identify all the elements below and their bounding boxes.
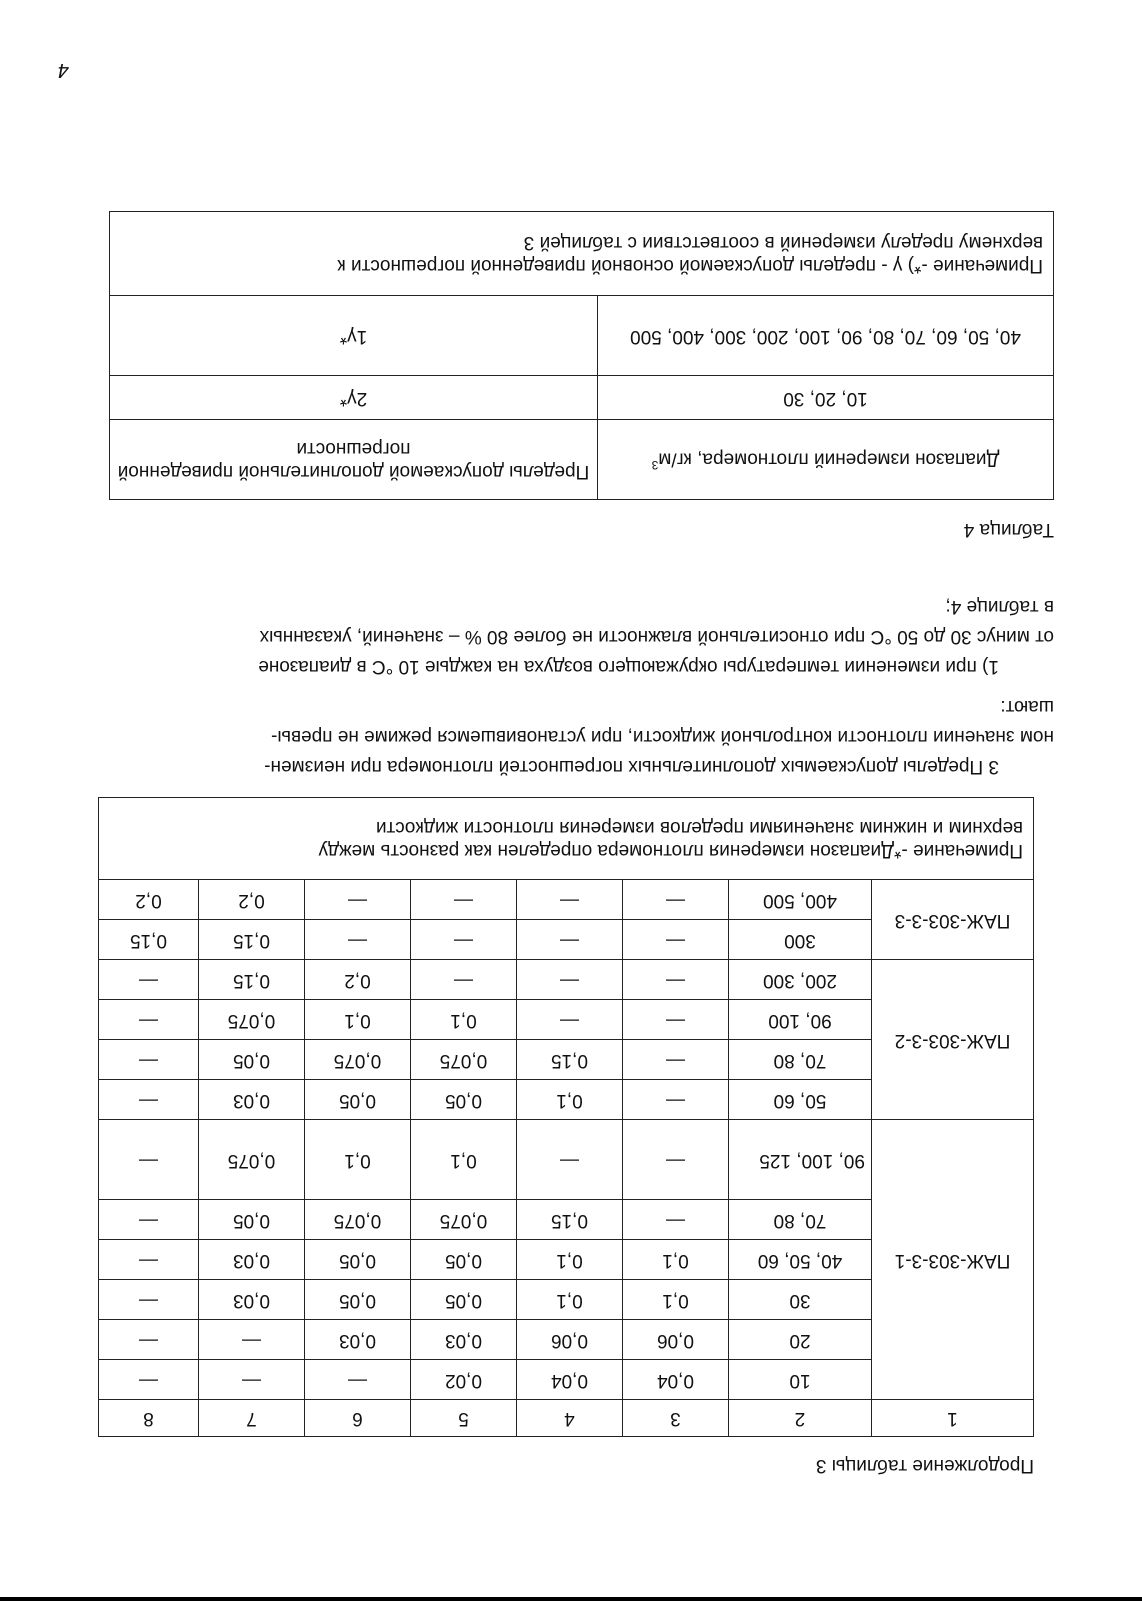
value-cell: —: [99, 1080, 199, 1120]
column-number: 5: [411, 1400, 517, 1437]
value-cell: 0,1: [517, 1240, 623, 1280]
value-cell: 0,075: [305, 1040, 411, 1080]
group-name-cell: ПАЖ-303-3-3: [872, 880, 1034, 960]
page-number: 4: [57, 59, 69, 81]
page-bottom-border: [0, 1597, 1142, 1601]
value-cell: 0,2: [99, 880, 199, 920]
value-cell: 0,15: [199, 920, 305, 960]
table4-note-line: Примечание -*) γ - пределы допускаемой основной приведенной погрешности к: [337, 255, 1043, 277]
value-cell: —: [199, 1360, 305, 1400]
value-cell: 0,05: [305, 1240, 411, 1280]
group-name-cell: ПАЖ-303-3-1: [872, 1120, 1034, 1400]
value-cell: —: [623, 1000, 729, 1040]
value-cell: 0,15: [517, 1040, 623, 1080]
value-cell: 0,03: [199, 1240, 305, 1280]
column-number: 8: [99, 1400, 199, 1437]
column-number: 6: [305, 1400, 411, 1437]
value-cell: 0,05: [305, 1080, 411, 1120]
limit-cell: 2γ*: [110, 376, 598, 420]
value-cell: —: [99, 1040, 199, 1080]
range-cell: 300: [729, 920, 872, 960]
value-cell: 0,05: [411, 1280, 517, 1320]
table3-note: [99, 798, 1034, 880]
value-cell: —: [99, 1360, 199, 1400]
value-cell: 0,1: [305, 1000, 411, 1040]
range-cell: 200, 300: [729, 960, 872, 1000]
range-cell: 40, 50, 60: [729, 1240, 872, 1280]
value-cell: 0,1: [411, 1000, 517, 1040]
value-cell: 0,05: [199, 1040, 305, 1080]
value-cell: 0,03: [199, 1080, 305, 1120]
range-cell: 90, 100: [729, 1000, 872, 1040]
value-cell: —: [623, 960, 729, 1000]
value-cell: —: [517, 920, 623, 960]
value-cell: —: [623, 1120, 729, 1200]
table4-header-row: [110, 420, 1054, 500]
value-cell: —: [517, 1120, 623, 1200]
range-cell: 10, 20, 30: [598, 376, 1054, 420]
value-cell: 0,03: [305, 1320, 411, 1360]
value-cell: —: [305, 920, 411, 960]
list-item-line: от минус 30 до 50 °С при относительной влажности не более 80 % – значений, указанных: [259, 626, 1054, 647]
range-cell: 30: [729, 1280, 872, 1320]
value-cell: —: [517, 880, 623, 920]
range-cell: 50, 60: [729, 1080, 872, 1120]
table3-column-numbers-row: [99, 1400, 1034, 1437]
column-number: 1: [872, 1400, 1034, 1437]
group-name-cell: ПАЖ-303-3-2: [872, 960, 1034, 1120]
value-cell: 0,04: [623, 1360, 729, 1400]
paragraph-line: 3 Пределы допускаемых дополнительных погрешностей плотномера при неизмен-: [264, 756, 999, 777]
value-cell: 0,03: [199, 1280, 305, 1320]
range-cell: 10: [729, 1360, 872, 1400]
value-cell: 0,02: [411, 1360, 517, 1400]
table3-caption: Продолжение таблицы 3: [815, 1455, 1034, 1476]
table4-note: [110, 212, 1054, 296]
header-superscript: 3: [651, 458, 659, 473]
value-cell: —: [99, 1120, 199, 1200]
range-cell: 70, 80: [729, 1040, 872, 1080]
value-cell: —: [411, 880, 517, 920]
column-number: 7: [199, 1400, 305, 1437]
table-row: [110, 296, 1054, 376]
value-cell: —: [99, 1320, 199, 1360]
paragraph-line: шают:: [1000, 696, 1054, 717]
list-item-line: в таблице 4;: [945, 596, 1054, 617]
value-cell: 0,075: [411, 1200, 517, 1240]
value-cell: —: [99, 1000, 199, 1040]
value-cell: 0,05: [199, 1200, 305, 1240]
value-cell: 0,2: [199, 880, 305, 920]
value-cell: —: [99, 1280, 199, 1320]
value-cell: —: [623, 880, 729, 920]
value-cell: 0,15: [517, 1200, 623, 1240]
range-cell: 40, 50, 60, 70, 80, 90, 100, 200, 300, 400, 500: [598, 296, 1054, 376]
range-cell: 70, 80: [729, 1200, 872, 1240]
value-cell: 0,1: [411, 1120, 517, 1200]
header-text: Диапазон измерений плотномера, кг/м: [658, 448, 1000, 470]
table4: [109, 211, 1054, 500]
value-cell: 0,2: [305, 960, 411, 1000]
paragraph-line: ном значении плотности контрольной жидкости, при установившемся режиме не превы-: [270, 726, 1054, 747]
table-row: [110, 376, 1054, 420]
value-cell: —: [517, 960, 623, 1000]
value-cell: 0,1: [623, 1280, 729, 1320]
column-number: 4: [517, 1400, 623, 1437]
value-cell: 0,1: [623, 1240, 729, 1280]
table3: [98, 797, 1034, 1437]
value-cell: 0,05: [411, 1240, 517, 1280]
value-cell: —: [199, 1320, 305, 1360]
range-cell: 90, 100, 125: [729, 1120, 872, 1200]
value-cell: 0,1: [517, 1080, 623, 1120]
value-cell: 0,075: [199, 1120, 305, 1200]
value-cell: 0,05: [305, 1280, 411, 1320]
value-cell: —: [411, 920, 517, 960]
table-row: [99, 1360, 1034, 1400]
value-cell: 0,05: [411, 1080, 517, 1120]
value-cell: 0,15: [199, 960, 305, 1000]
table-row: [99, 920, 1034, 960]
value-cell: 0,06: [517, 1320, 623, 1360]
value-cell: 0,04: [517, 1360, 623, 1400]
column-number: 3: [623, 1400, 729, 1437]
column-number: 2: [729, 1400, 872, 1437]
table-row: [99, 1080, 1034, 1120]
value-cell: —: [99, 1200, 199, 1240]
range-cell: 20: [729, 1320, 872, 1360]
value-cell: —: [99, 1240, 199, 1280]
table3-note-line: верхним и нижним значениями пределов измерения плотности жидкости: [375, 817, 1023, 839]
list-item-line: 1) при изменении температуры окружающего воздуха на каждые 10 °С в диапазоне: [258, 656, 999, 677]
value-cell: 0,075: [305, 1200, 411, 1240]
value-cell: —: [623, 1040, 729, 1080]
value-cell: —: [305, 1360, 411, 1400]
value-cell: 0,03: [411, 1320, 517, 1360]
limit-cell: 1γ*: [110, 296, 598, 376]
value-cell: —: [623, 1080, 729, 1120]
table4-note-line: верхнему пределу измерений в соответствии с таблицей 3: [523, 232, 1043, 254]
table3-note-row: [99, 798, 1034, 880]
value-cell: 0,06: [623, 1320, 729, 1360]
table3-note-line: Примечание -*Диапазон измерения плотномера определен как разность между: [318, 840, 1023, 862]
value-cell: —: [411, 960, 517, 1000]
range-cell: 400, 500: [729, 880, 872, 920]
value-cell: —: [305, 880, 411, 920]
table4-header-range: [598, 420, 1054, 500]
value-cell: 0,1: [305, 1120, 411, 1200]
value-cell: 0,075: [199, 1000, 305, 1040]
table4-header-limit: Пределы допускаемой дополнительной приведенной погрешности: [110, 420, 598, 500]
value-cell: 0,15: [99, 920, 199, 960]
table4-caption: Таблица 4: [963, 519, 1054, 540]
value-cell: 0,1: [517, 1280, 623, 1320]
value-cell: —: [623, 920, 729, 960]
value-cell: 0,075: [411, 1040, 517, 1080]
value-cell: —: [517, 1000, 623, 1040]
section3-text: [94, 591, 1054, 781]
value-cell: —: [99, 960, 199, 1000]
value-cell: —: [623, 1200, 729, 1240]
table4-note-row: [110, 212, 1054, 296]
